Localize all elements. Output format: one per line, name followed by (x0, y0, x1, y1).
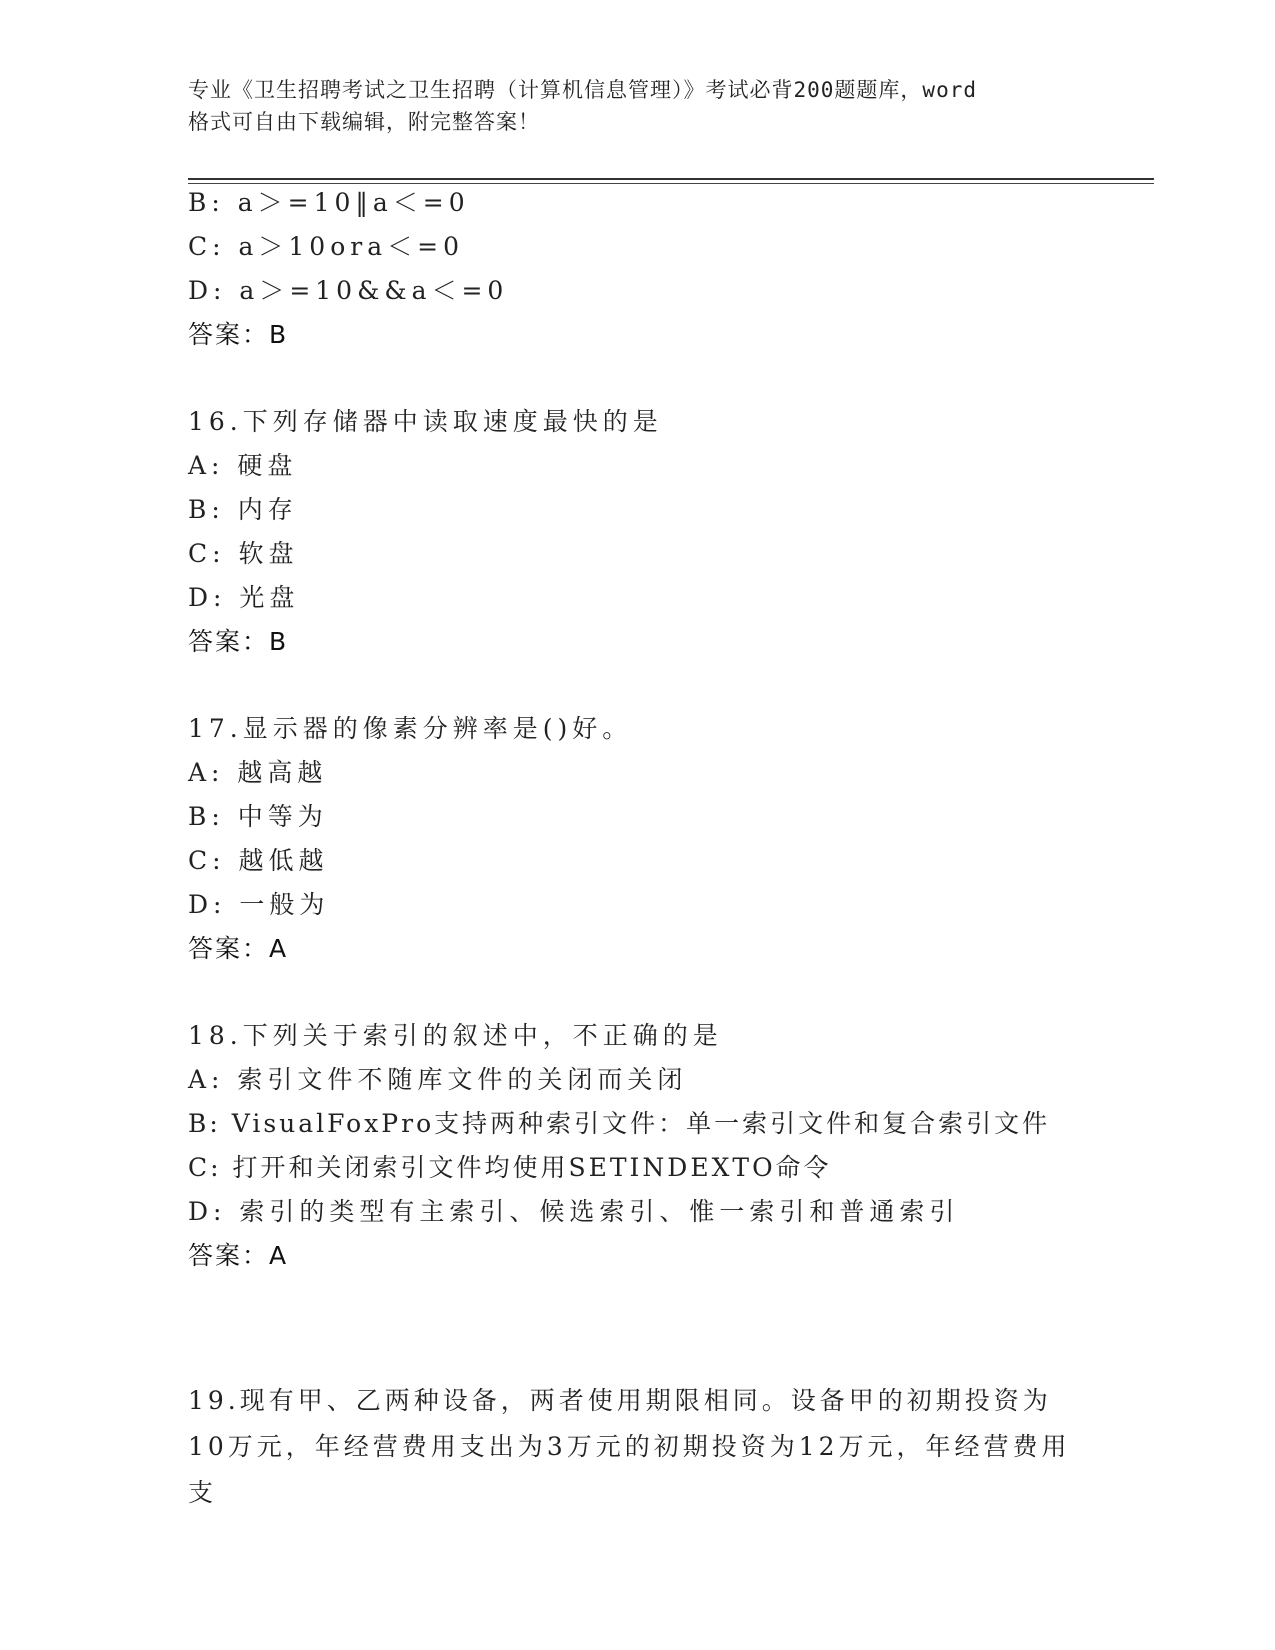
q16-option-b: B: 内存 (188, 495, 298, 524)
q18-answer: 答案：A (188, 1241, 289, 1270)
q15-answer: 答案：B (188, 320, 289, 349)
q17-option-c: C: 越低越 (188, 846, 329, 875)
header-line-2: 格式可自由下载编辑，附完整答案！ (188, 110, 540, 134)
q16-option-d: D: 光盘 (188, 583, 300, 612)
q17-option-b: B: 中等为 (188, 802, 328, 831)
q18-option-b: B: VisualFoxPro支持两种索引文件：单一索引文件和复合索引文件 (188, 1109, 1051, 1138)
document-header (188, 74, 1088, 138)
header-line-1: 专业《卫生招聘考试之卫生招聘（计算机信息管理）》考试必背200题题库，word (188, 78, 977, 102)
q16-option-a: A: 硬盘 (188, 451, 298, 480)
q15-option-b: B: a＞=10‖a＜=0 (188, 188, 470, 217)
q18-option-d: D: 索引的类型有主索引、候选索引、惟一索引和普通索引 (188, 1197, 960, 1226)
header-divider-secondary (188, 183, 1154, 184)
q15-option-c: C: a＞10ora＜=0 (188, 232, 464, 261)
q16-option-c: C: 软盘 (188, 539, 299, 568)
q16-answer: 答案：B (188, 627, 289, 656)
q17-question: 17.显示器的像素分辨率是()好。 (188, 714, 633, 743)
header-divider (188, 178, 1154, 180)
q17-answer: 答案：A (188, 934, 289, 963)
q18-option-c: C: 打开和关闭索引文件均使用SETINDEXTO命令 (188, 1153, 832, 1182)
q16-question: 16.下列存储器中读取速度最快的是 (188, 407, 663, 436)
q17-option-d: D: 一般为 (188, 890, 330, 919)
q18-option-a: A: 索引文件不随库文件的关闭而关闭 (188, 1065, 688, 1094)
q18-question: 18.下列关于索引的叙述中，不正确的是 (188, 1021, 723, 1050)
q19-question: 19.现有甲、乙两种设备，两者使用期限相同。设备甲的初期投资为10万元，年经营费用支出为3万元的初期投资为12万元，年经营费用支 (188, 1386, 1071, 1507)
q15-option-d: D: a＞=10&&a＜=0 (188, 276, 509, 305)
q17-option-a: A: 越高越 (188, 758, 328, 787)
